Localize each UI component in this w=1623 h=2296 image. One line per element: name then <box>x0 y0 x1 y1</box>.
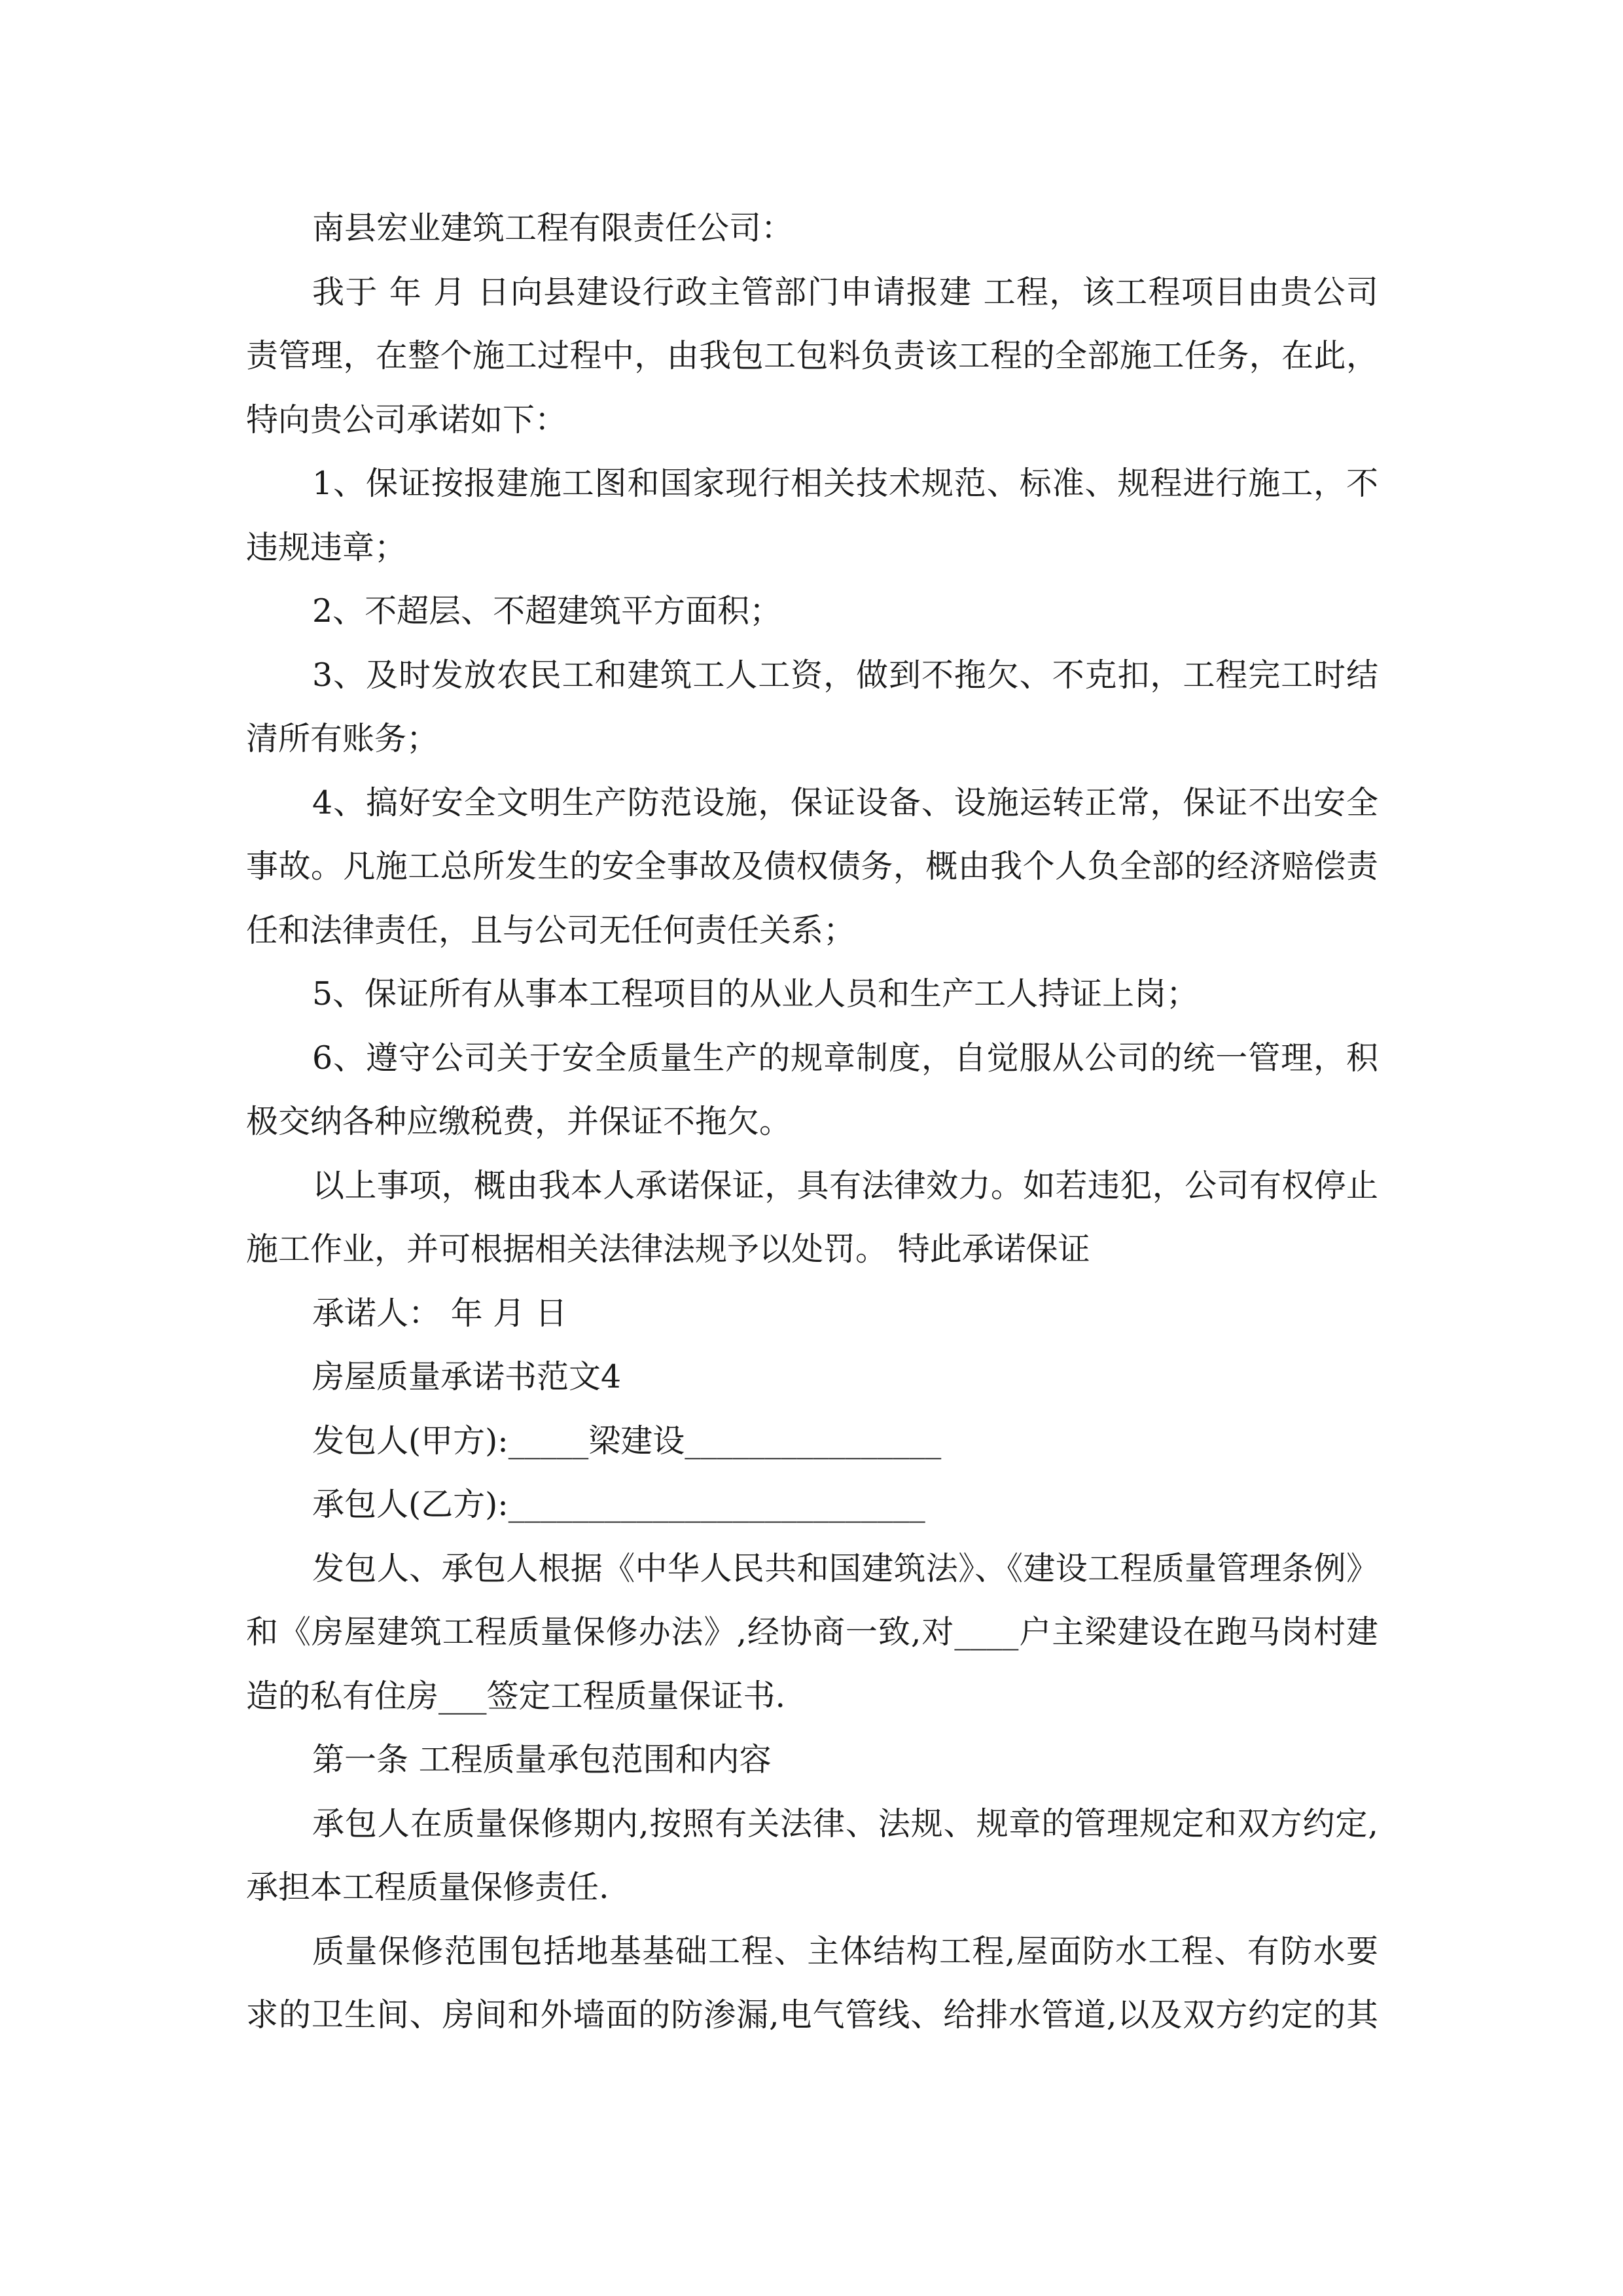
text-line: 质量保修范围包括地基基础工程、主体结构工程,屋面防水工程、有防水要 <box>312 1932 1378 1970</box>
text-line: 特向贵公司承诺如下： <box>246 401 567 439</box>
text-line: 我于 年 月 日向县建设行政主管部门申请报建 工程，该工程项目由贵公司 <box>312 273 1378 311</box>
text-line: 求的卫生间、房间和外墙面的防渗漏,电气管线、给排水管道,以及双方约定的其 <box>246 1996 1378 2034</box>
text-line: 责管理，在整个施工过程中，由我包工包料负责该工程的全部施工任务，在此， <box>246 337 1378 374</box>
text-line: 发包人、承包人根据《中华人民共和国建筑法》、《建设工程质量管理条例》 <box>312 1549 1378 1587</box>
text-line: 4、搞好安全文明生产防范设施，保证设备、设施运转正常，保证不出安全 <box>312 783 1378 821</box>
text-line: 第一条 工程质量承包范围和内容 <box>312 1741 772 1778</box>
text-line: 和《房屋建筑工程质量保修办法》,经协商一致,对____户主梁建设在跑马岗村建 <box>246 1613 1378 1651</box>
text-line: 极交纳各种应缴税费，并保证不拖欠。 <box>246 1103 792 1140</box>
text-line: 承担本工程质量保修责任. <box>246 1869 609 1906</box>
text-line: 南县宏业建筑工程有限责任公司： <box>312 209 794 247</box>
text-line: 2、不超层、不超建筑平方面积； <box>312 592 782 630</box>
text-line: 5、保证所有从事本工程项目的从业人员和生产工人持证上岗； <box>312 975 1199 1013</box>
text-line: 承包人(乙方):__________________________ <box>312 1486 925 1523</box>
document-body <box>246 196 1378 2047</box>
text-line: 清所有账务； <box>246 720 439 757</box>
text-line: 违规违章； <box>246 528 407 566</box>
text-line: 1、保证按报建施工图和国家现行相关技术规范、标准、规程进行施工，不 <box>312 465 1378 502</box>
text-line: 造的私有住房___签定工程质量保证书. <box>246 1677 786 1715</box>
text-line: 发包人(甲方):_____梁建设________________ <box>312 1422 942 1460</box>
text-line: 承诺人： 年 月 日 <box>312 1294 567 1332</box>
text-line: 以上事项，概由我本人承诺保证，具有法律效力。如若违犯，公司有权停止 <box>312 1166 1378 1204</box>
text-line: 事故。凡施工总所发生的安全事故及债权债务，概由我个人负全部的经济赔偿责 <box>246 848 1378 885</box>
text-line: 房屋质量承诺书范文4 <box>312 1358 622 1395</box>
text-line: 3、及时发放农民工和建筑工人工资，做到不拖欠、不克扣，工程完工时结 <box>312 656 1378 694</box>
text-line: 任和法律责任，且与公司无任何责任关系； <box>246 911 856 949</box>
text-line: 施工作业，并可根据相关法律法规予以处罚。 特此承诺保证 <box>246 1230 1090 1268</box>
text-line: 承包人在质量保修期内,按照有关法律、法规、规章的管理规定和双方约定, <box>312 1804 1378 1842</box>
text-line: 6、遵守公司关于安全质量生产的规章制度，自觉服从公司的统一管理，积 <box>312 1039 1378 1077</box>
